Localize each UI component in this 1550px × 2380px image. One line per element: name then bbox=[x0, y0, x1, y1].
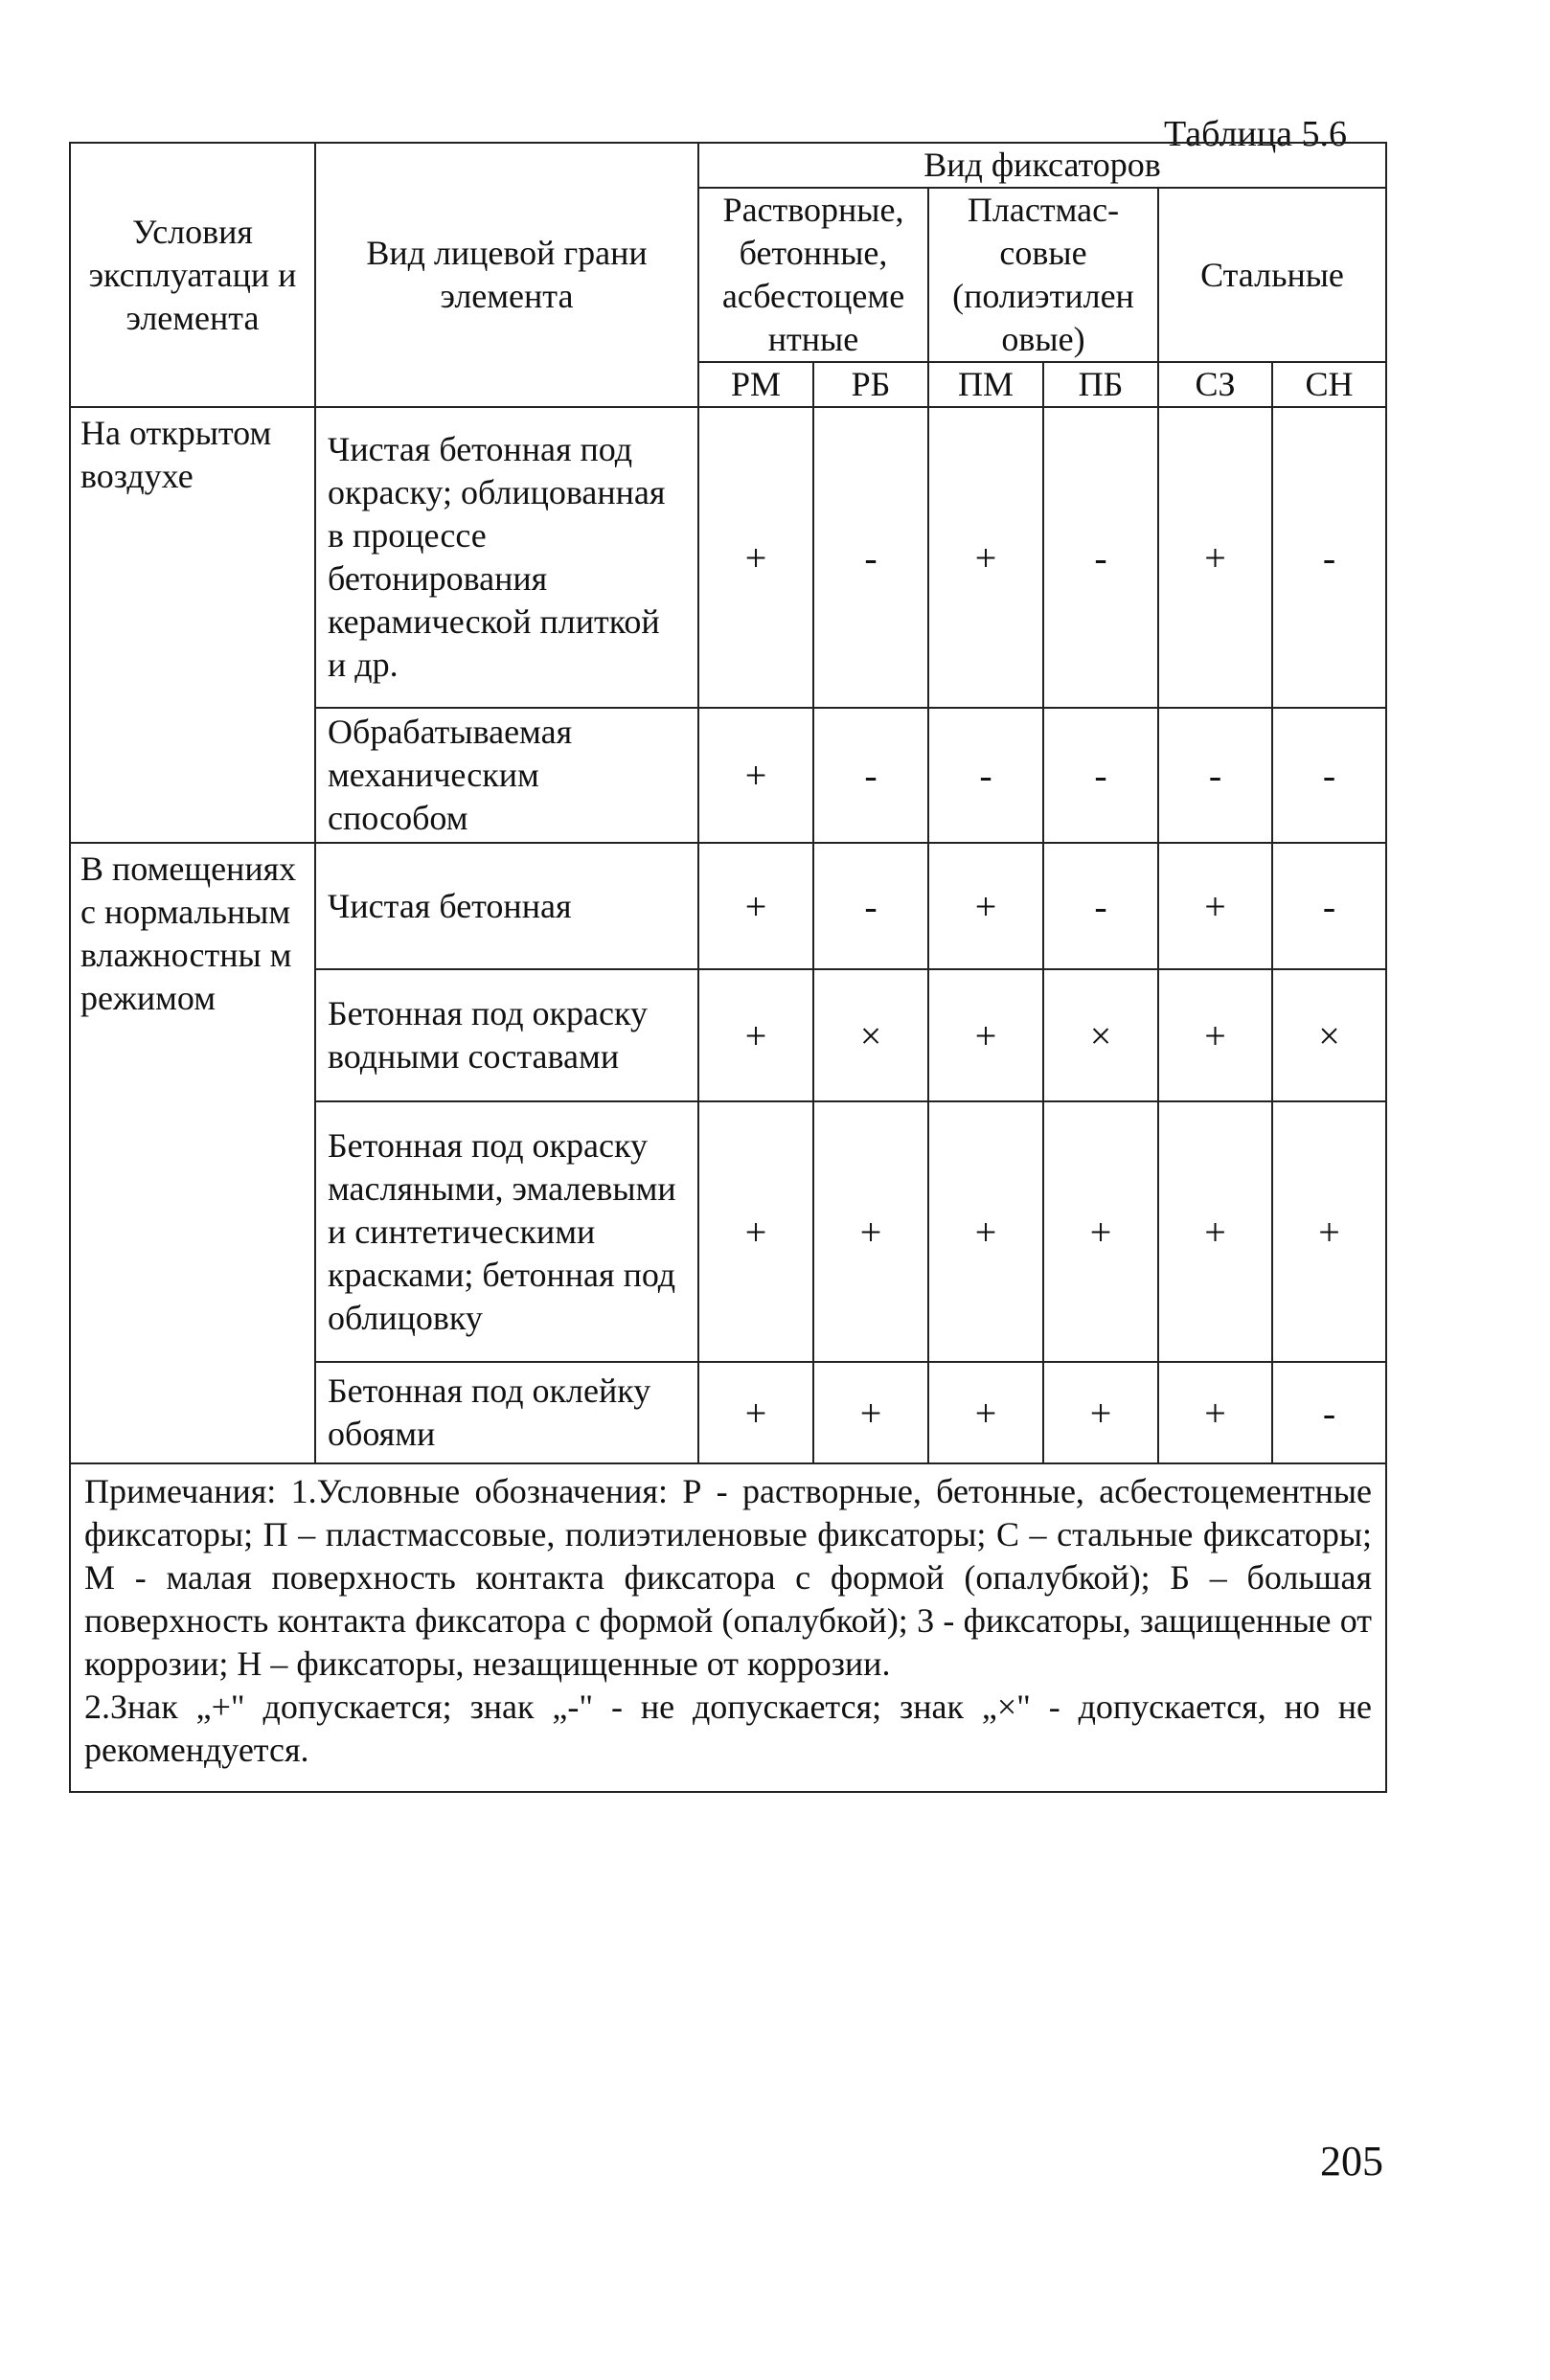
mark-cell: - bbox=[1272, 843, 1386, 969]
condition-outdoor: На открытом воздухе bbox=[70, 407, 315, 843]
mark-cell: + bbox=[928, 1362, 1043, 1463]
mark-cell: - bbox=[1043, 708, 1158, 843]
mark-cell: + bbox=[813, 1362, 928, 1463]
table-row bbox=[70, 843, 1386, 969]
header-row-1 bbox=[70, 143, 1386, 188]
mark-cell: + bbox=[1158, 407, 1272, 708]
mark-cell: - bbox=[813, 708, 928, 843]
header-fixer-type: Вид фиксаторов bbox=[698, 143, 1386, 188]
mark-cell: - bbox=[1272, 407, 1386, 708]
mark-cell: + bbox=[1272, 1101, 1386, 1362]
table-caption: Таблица 5.6 bbox=[1164, 114, 1348, 154]
mark-cell: + bbox=[928, 1101, 1043, 1362]
face-cell: Бетонная под оклейку обоями bbox=[315, 1362, 698, 1463]
code-rm: РМ bbox=[698, 362, 813, 407]
mark-cell: + bbox=[1043, 1101, 1158, 1362]
mark-cell: + bbox=[698, 1362, 813, 1463]
mark-cell: × bbox=[813, 969, 928, 1101]
mark-cell: + bbox=[928, 969, 1043, 1101]
face-cell: Бетонная под окраску водными составами bbox=[315, 969, 698, 1101]
mark-cell: - bbox=[1043, 843, 1158, 969]
mark-cell: - bbox=[813, 407, 928, 708]
notes-cell bbox=[70, 1463, 1386, 1792]
mark-cell: - bbox=[928, 708, 1043, 843]
mark-cell: + bbox=[1158, 1362, 1272, 1463]
code-rb: РБ bbox=[813, 362, 928, 407]
mark-cell: × bbox=[1043, 969, 1158, 1101]
mark-cell: + bbox=[1158, 1101, 1272, 1362]
mark-cell: + bbox=[1158, 843, 1272, 969]
code-pb: ПБ bbox=[1043, 362, 1158, 407]
header-group-steel: Стальные bbox=[1158, 188, 1386, 362]
mark-cell: + bbox=[698, 1101, 813, 1362]
mark-cell: + bbox=[813, 1101, 928, 1362]
header-group-plastic: Пластмас-совые (полиэтилен овые) bbox=[928, 188, 1158, 362]
mark-cell: + bbox=[1158, 969, 1272, 1101]
condition-indoor: В помещениях с нормальным влажностны м режимом bbox=[70, 843, 315, 1463]
mark-cell: + bbox=[928, 843, 1043, 969]
code-pm: ПМ bbox=[928, 362, 1043, 407]
code-sn: СН bbox=[1272, 362, 1386, 407]
mark-cell: + bbox=[1043, 1362, 1158, 1463]
mark-cell: × bbox=[1272, 969, 1386, 1101]
note-legend: Примечания: 1.Условные обозначения: Р - растворные, бетонные, асбестоцементные фиксаторы; П – пластмассовые, полиэтиленовые фиксаторы; С – стальные фиксаторы; М - малая поверхность контакта фиксатора с формой (опалубкой); Б – большая поверхность контакта фиксатора с формой (опалубкой); 3 - фиксаторы, защищенные от коррозии; Н – фиксаторы, незащищенные от коррозии. bbox=[84, 1472, 1373, 1683]
mark-cell: + bbox=[928, 407, 1043, 708]
mark-cell: - bbox=[1272, 1362, 1386, 1463]
mark-cell: - bbox=[1272, 708, 1386, 843]
face-cell: Чистая бетонная bbox=[315, 843, 698, 969]
notes-row bbox=[70, 1463, 1386, 1792]
mark-cell: + bbox=[698, 407, 813, 708]
header-conditions: Условия эксплуатаци и элемента bbox=[70, 143, 315, 407]
note-signs: 2.Знак „+" допускается; знак „-" - не допускается; знак „×" - допускается, но не рекомендуется. bbox=[84, 1688, 1373, 1769]
mark-cell: + bbox=[698, 708, 813, 843]
mark-cell: + bbox=[698, 969, 813, 1101]
table-row bbox=[70, 407, 1386, 708]
page-number: 205 bbox=[1320, 2138, 1383, 2185]
face-cell: Обрабатываемая механическим способом bbox=[315, 708, 698, 843]
mark-cell: - bbox=[1158, 708, 1272, 843]
face-cell: Чистая бетонная под окраску; облицованная в процессе бетонирования керамической плиткой и др. bbox=[315, 407, 698, 708]
fixer-table bbox=[69, 142, 1387, 1793]
mark-cell: + bbox=[698, 843, 813, 969]
code-sz: СЗ bbox=[1158, 362, 1272, 407]
mark-cell: - bbox=[1043, 407, 1158, 708]
mark-cell: - bbox=[813, 843, 928, 969]
header-group-mortar: Растворные, бетонные, асбестоцеме нтные bbox=[698, 188, 928, 362]
face-cell: Бетонная под окраску масляными, эмалевыми и синтетическими красками; бетонная под облицовку bbox=[315, 1101, 698, 1362]
header-face: Вид лицевой грани элемента bbox=[315, 143, 698, 407]
